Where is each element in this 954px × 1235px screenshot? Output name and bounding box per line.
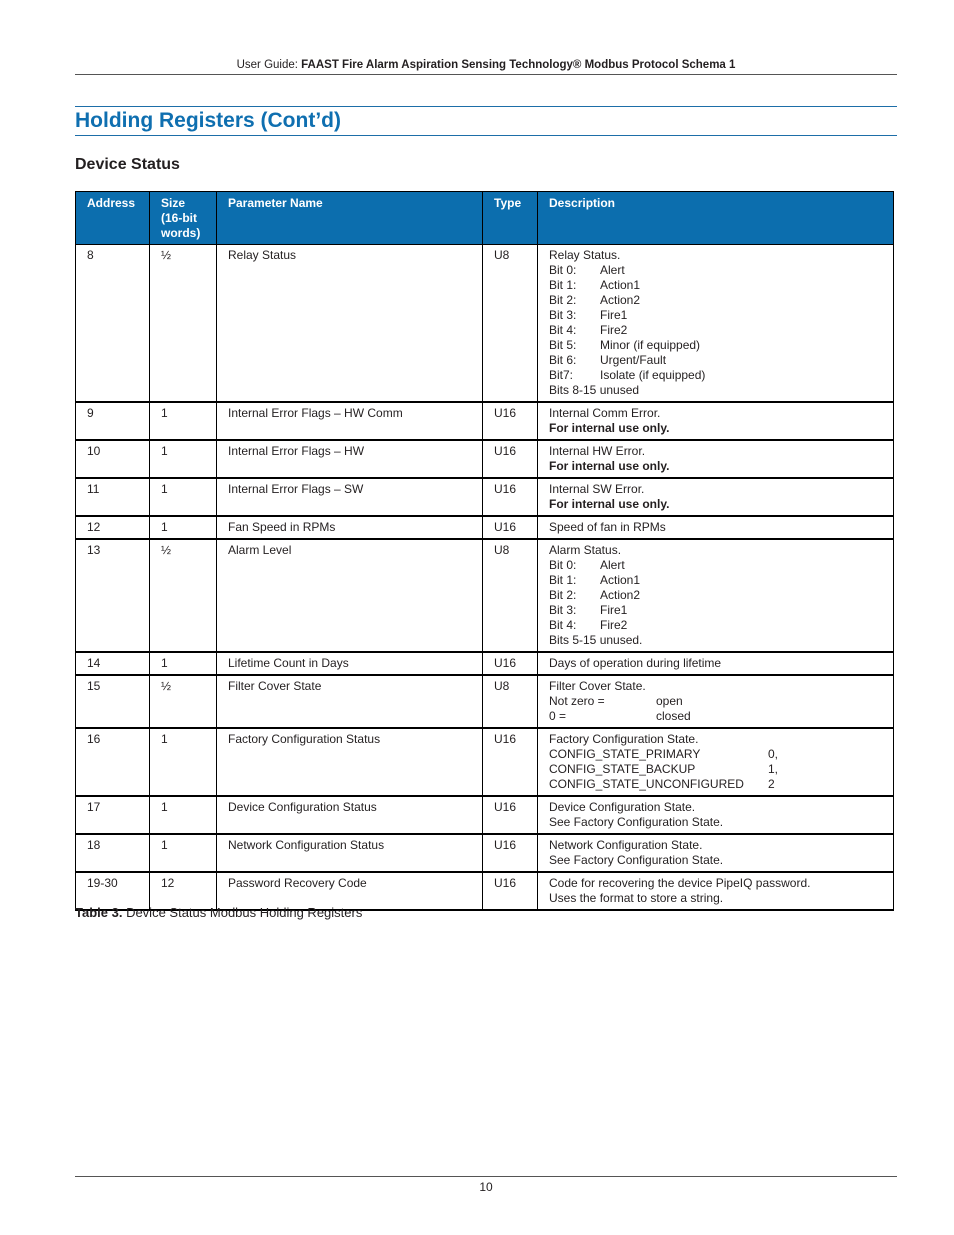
- desc-intro: Alarm Status.: [549, 543, 622, 557]
- bit-key: Bit 0:: [549, 263, 577, 277]
- cell-description: [538, 796, 894, 834]
- config-row: [549, 777, 887, 792]
- bit-value: Minor (if equipped): [600, 338, 701, 352]
- cell-address: 17: [76, 796, 150, 834]
- cell-parameter-name: Password Recovery Code: [217, 872, 483, 910]
- desc-intro: Relay Status.: [549, 248, 621, 262]
- cell-size: ½: [150, 245, 217, 403]
- cell-size: 1: [150, 796, 217, 834]
- cell-parameter-name: Internal Error Flags – SW: [217, 478, 483, 516]
- table-row: [76, 478, 894, 516]
- section-title: Device Status: [75, 156, 180, 173]
- state-value: open: [656, 694, 683, 708]
- col-size-label: Size (16-bit words): [161, 196, 201, 240]
- cell-description: [538, 834, 894, 872]
- table-row: [76, 516, 894, 539]
- bit-value: Isolate (if equipped): [600, 368, 706, 382]
- cell-parameter-name: Internal Error Flags – HW Comm: [217, 402, 483, 440]
- bit-value: Fire2: [600, 323, 628, 337]
- cell-type: U16: [483, 872, 538, 910]
- cell-parameter-name: Lifetime Count in Days: [217, 652, 483, 675]
- bit-row: [549, 603, 887, 618]
- config-value: 0,: [768, 747, 779, 761]
- col-parameter-name: Parameter Name: [217, 192, 483, 245]
- cell-address: 18: [76, 834, 150, 872]
- bit-key: Bit 6:: [549, 353, 577, 367]
- col-size: [150, 192, 217, 245]
- cell-size: 1: [150, 440, 217, 478]
- cell-type: U8: [483, 675, 538, 728]
- desc-line: See Factory Configuration State.: [549, 815, 724, 829]
- bit-value: Action2: [600, 588, 641, 602]
- cell-type: U16: [483, 834, 538, 872]
- desc-note: For internal use only.: [549, 497, 670, 511]
- table-row: [76, 652, 894, 675]
- state-value: closed: [656, 709, 691, 723]
- cell-parameter-name: Filter Cover State: [217, 675, 483, 728]
- config-row: [549, 762, 887, 777]
- cell-parameter-name: Network Configuration Status: [217, 834, 483, 872]
- bit-row: [549, 588, 887, 603]
- cell-address: 16: [76, 728, 150, 796]
- cell-size: 1: [150, 402, 217, 440]
- cell-type: U8: [483, 245, 538, 403]
- desc-line: See Factory Configuration State.: [549, 853, 724, 867]
- desc-line: Internal SW Error.: [549, 482, 645, 496]
- cell-size: ½: [150, 675, 217, 728]
- bit-row: [549, 353, 887, 368]
- state-row: [549, 709, 887, 724]
- bit-row: [549, 278, 887, 293]
- bit-key: Bit 1:: [549, 573, 577, 587]
- col-description: Description: [538, 192, 894, 245]
- cell-address: 13: [76, 539, 150, 652]
- bit-key: Bit 3:: [549, 308, 577, 322]
- bit-row: [549, 368, 887, 383]
- bit-value: Action1: [600, 573, 641, 587]
- header-rule: [75, 74, 897, 75]
- bit-row: [549, 308, 887, 323]
- cell-description: [538, 440, 894, 478]
- desc-tail: Bits 5-15 unused.: [549, 633, 643, 647]
- config-key: CONFIG_STATE_BACKUP: [549, 762, 696, 776]
- cell-parameter-name: Factory Configuration Status: [217, 728, 483, 796]
- bit-value: Fire2: [600, 618, 628, 632]
- desc-line: Internal HW Error.: [549, 444, 646, 458]
- bit-key: Bit 2:: [549, 293, 577, 307]
- cell-description: [538, 539, 894, 652]
- cell-parameter-name: Device Configuration Status: [217, 796, 483, 834]
- desc-intro: Factory Configuration State.: [549, 732, 699, 746]
- bit-value: Fire1: [600, 603, 628, 617]
- config-key: CONFIG_STATE_PRIMARY: [549, 747, 701, 761]
- cell-size: ½: [150, 539, 217, 652]
- bit-value: Urgent/Fault: [600, 353, 667, 367]
- cell-address: 10: [76, 440, 150, 478]
- desc-line: Days of operation during lifetime: [549, 656, 722, 670]
- desc-intro: Filter Cover State.: [549, 679, 646, 693]
- table-row: [76, 245, 894, 403]
- table-row: [76, 402, 894, 440]
- bit-value: Alert: [600, 558, 625, 572]
- bit-row: [549, 263, 887, 278]
- bit-key: Bit7:: [549, 368, 574, 382]
- cell-description: [538, 402, 894, 440]
- bit-value: Alert: [600, 263, 625, 277]
- config-key: CONFIG_STATE_UNCONFIGURED: [549, 777, 744, 791]
- cell-size: 1: [150, 516, 217, 539]
- cell-size: 1: [150, 728, 217, 796]
- table-row: [76, 728, 894, 796]
- table-row: [76, 675, 894, 728]
- cell-address: 9: [76, 402, 150, 440]
- bit-row: [549, 558, 887, 573]
- bit-value: Action2: [600, 293, 641, 307]
- bit-key: Bit 5:: [549, 338, 577, 352]
- bit-row: [549, 618, 887, 633]
- bit-row: [549, 293, 887, 308]
- cell-address: 8: [76, 245, 150, 403]
- cell-parameter-name: Fan Speed in RPMs: [217, 516, 483, 539]
- config-value: 2: [768, 777, 775, 791]
- cell-type: U16: [483, 478, 538, 516]
- cell-address: 19-30: [76, 872, 150, 910]
- cell-address: 12: [76, 516, 150, 539]
- desc-note: For internal use only.: [549, 421, 670, 435]
- cell-description: [538, 245, 894, 403]
- desc-line: Internal Comm Error.: [549, 406, 661, 420]
- desc-line: Speed of fan in RPMs: [549, 520, 666, 534]
- footer-rule: [75, 1176, 897, 1177]
- cell-size: 12: [150, 872, 217, 910]
- bit-key: Bit 2:: [549, 588, 577, 602]
- cell-address: 14: [76, 652, 150, 675]
- caption-label: Table 3.: [75, 905, 123, 920]
- cell-parameter-name: Internal Error Flags – HW: [217, 440, 483, 478]
- state-key: 0 =: [549, 709, 567, 723]
- desc-tail: Bits 8-15 unused: [549, 383, 640, 397]
- col-address: Address: [76, 192, 150, 245]
- desc-line: Uses the format to store a string.: [549, 891, 724, 905]
- cell-description: [538, 652, 894, 675]
- cell-type: U16: [483, 516, 538, 539]
- bit-key: Bit 4:: [549, 323, 577, 337]
- cell-size: 1: [150, 652, 217, 675]
- bit-value: Fire1: [600, 308, 628, 322]
- title-band: [75, 106, 897, 136]
- cell-type: U16: [483, 402, 538, 440]
- desc-line: Device Configuration State.: [549, 800, 696, 814]
- config-row: [549, 747, 887, 762]
- table-header-row: [76, 192, 894, 245]
- cell-parameter-name: Relay Status: [217, 245, 483, 403]
- bit-row: [549, 323, 887, 338]
- col-type: Type: [483, 192, 538, 245]
- bit-key: Bit 4:: [549, 618, 577, 632]
- table-row: [76, 440, 894, 478]
- cell-type: U8: [483, 539, 538, 652]
- bit-key: Bit 1:: [549, 278, 577, 292]
- bit-row: [549, 573, 887, 588]
- cell-type: U16: [483, 440, 538, 478]
- page-title: Holding Registers (Cont’d): [75, 109, 341, 132]
- bit-value: Action1: [600, 278, 641, 292]
- cell-parameter-name: Alarm Level: [217, 539, 483, 652]
- cell-description: [538, 872, 894, 910]
- bit-key: Bit 3:: [549, 603, 577, 617]
- desc-line: Code for recovering the device PipeIQ password.: [549, 876, 811, 890]
- cell-description: [538, 516, 894, 539]
- bit-row: [549, 338, 887, 353]
- desc-note: For internal use only.: [549, 459, 670, 473]
- cell-address: 11: [76, 478, 150, 516]
- cell-description: [538, 675, 894, 728]
- table-caption: [75, 905, 362, 921]
- cell-type: U16: [483, 796, 538, 834]
- cell-type: U16: [483, 728, 538, 796]
- cell-description: [538, 478, 894, 516]
- cell-address: 15: [76, 675, 150, 728]
- cell-size: 1: [150, 834, 217, 872]
- cell-type: U16: [483, 652, 538, 675]
- state-row: [549, 694, 887, 709]
- device-status-table: [75, 191, 894, 911]
- desc-line: Network Configuration State.: [549, 838, 703, 852]
- state-key: Not zero =: [549, 694, 605, 708]
- header-title: FAAST Fire Alarm Aspiration Sensing Technology® Modbus Protocol Schema 1: [301, 59, 736, 71]
- bit-key: Bit 0:: [549, 558, 577, 572]
- table-row: [76, 796, 894, 834]
- table-row: [76, 539, 894, 652]
- config-value: 1,: [768, 762, 779, 776]
- cell-description: [538, 728, 894, 796]
- cell-size: 1: [150, 478, 217, 516]
- header-prefix: User Guide:: [236, 59, 302, 71]
- page-number: 10: [479, 1180, 493, 1194]
- caption-text: Device Status Modbus Holding Registers: [122, 905, 363, 920]
- running-header: [75, 58, 897, 72]
- table-row: [76, 834, 894, 872]
